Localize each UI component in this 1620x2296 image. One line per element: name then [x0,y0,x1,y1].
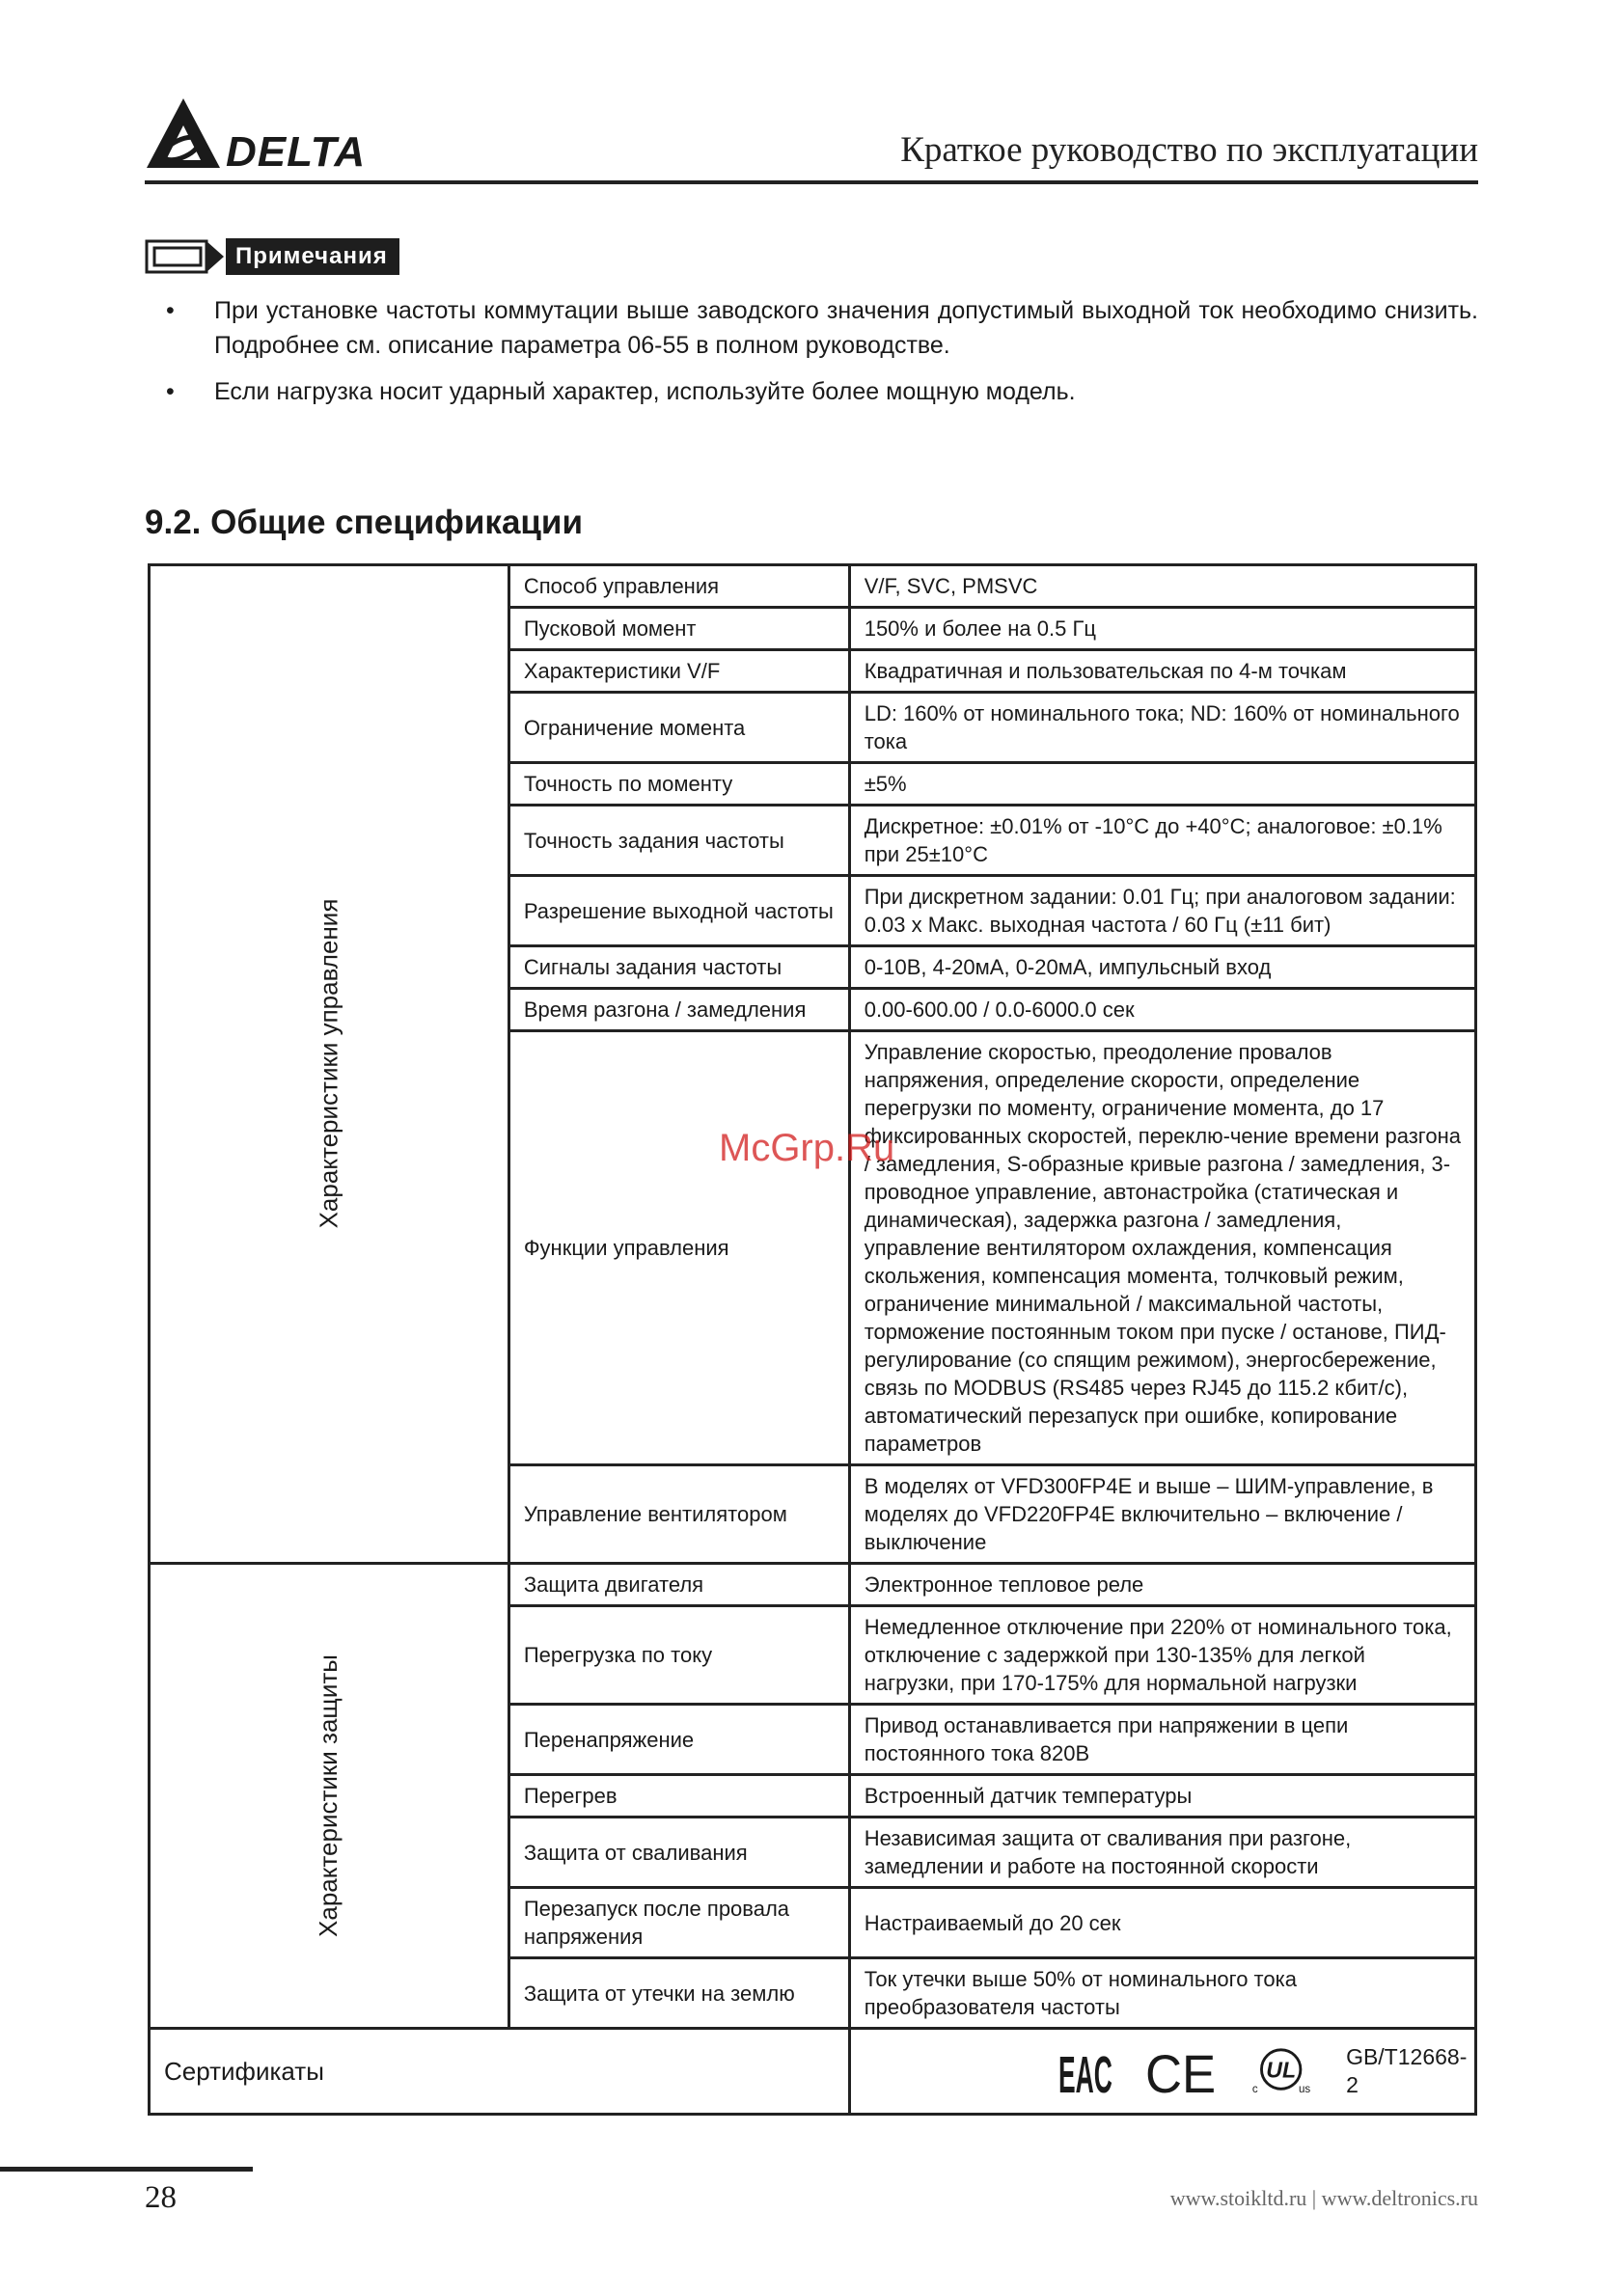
param-name: Перенапряжение [508,1705,849,1775]
spec-table [148,563,1477,2116]
table-row [150,565,1476,608]
param-value: Встроенный датчик температуры [849,1775,1475,1818]
svg-text:c: c [1251,2084,1258,2096]
ul-mark-icon [1249,2045,1313,2097]
list-item [166,293,1478,363]
document-title: Краткое руководство по эксплуатации [900,130,1478,170]
group-control [150,565,509,1564]
param-value: V/F, SVC, PMSVC [849,565,1475,608]
param-name: Характеристики V/F [508,650,849,693]
table-row [150,2029,1476,2115]
table-row [150,1564,1476,1606]
param-name: Точность по моменту [508,763,849,806]
param-name: Время разгона / замедления [508,989,849,1031]
bullet: • [166,378,175,405]
certificate-logos [851,2030,1474,2113]
param-value: Ток утечки выше 50% от номинального тока преобразователя частоты [849,1958,1475,2029]
param-name: Защита от утечки на землю [508,1958,849,2029]
param-value: Электронное тепловое реле [849,1564,1475,1606]
notes-label: Примечания [226,238,399,275]
note-text: При установке частоты коммутации выше заводского значения допустимый выходной ток необходимо снизить. Подробнее см. описание параметра 06-55 в полном руководстве. [214,297,1478,359]
param-value: В моделях от VFD300FP4E и выше – ШИМ-управление, в моделях до VFD220FP4E включительно – включение / выключение [849,1465,1475,1564]
notes-list [166,293,1478,421]
group-protection [150,1564,509,2029]
param-value: Управление скоростью, преодоление провалов напряжения, определение скорости, определение перегрузки по моменту, ограничение момента, до 17 фиксированных скоростей, переклю-чение времени разгона / замедления, S-образные кривые разгона / замедления, 3-проводное управление, автонастройка (статическая и динамическая), задержка разгона / замедления, управление вентилятором охлаждения, компенсация скольжения, компенсация момента, толчковый режим, ограничение минимальной / максимальной частоты, торможение постоянным током при пуске / останове, ПИД-регулирование (со спящим режимом), энергосбережение, связь по MODBUS (RS485 через RJ45 до 115.2 кбит/с), автоматический перезапуск при ошибке, копирование параметров [849,1031,1475,1465]
page-number: 28 [145,2180,177,2215]
param-value: Настраиваемый до 20 сек [849,1888,1475,1958]
svg-text:EAC: EAC [1057,2046,1112,2097]
delta-logo [145,95,381,172]
param-value: 150% и более на 0.5 Гц [849,608,1475,650]
param-value: Немедленное отключение при 220% от номинального тока, отключение с задержкой при 130-135% для легкой нагрузки, при 170-175% для нормальной нагрузки [849,1606,1475,1705]
param-name: Перегрев [508,1775,849,1818]
param-value: 0.00-600.00 / 0.0-6000.0 сек [849,989,1475,1031]
logo-wordmark: DELTA [226,128,367,172]
param-name: Перезапуск после провала напряжения [508,1888,849,1958]
param-name: Точность задания частоты [508,806,849,876]
list-item [166,374,1478,409]
note-text: Если нагрузка носит ударный характер, используйте более мощную модель. [214,378,1076,405]
notes-badge [145,237,399,276]
param-value: LD: 160% от номинального тока; ND: 160% от номинального тока [849,693,1475,763]
section-title: 9.2. Общие спецификации [145,504,583,541]
pencil-icon [145,238,226,275]
param-name: Сигналы задания частоты [508,946,849,989]
param-value: Квадратичная и пользовательская по 4-м точкам [849,650,1475,693]
param-name: Защита от сваливания [508,1818,849,1888]
header-divider [145,180,1478,184]
param-name: Защита двигателя [508,1564,849,1606]
footer-links: www.stoikltd.ru | www.deltronics.ru [1169,2186,1478,2210]
svg-text:UL: UL [1265,2057,1296,2083]
footer-divider [0,2167,253,2172]
certificates-cell [849,2029,1475,2115]
param-name: Ограничение момента [508,693,849,763]
bullet: • [166,297,175,324]
param-value: Дискретное: ±0.01% от -10°C до +40°C; аналоговое: ±0.1% при 25±10°C [849,806,1475,876]
certificates-label: Сертификаты [150,2029,850,2115]
eac-mark-icon [1058,2045,1112,2097]
svg-text:CE: CE [1144,2045,1216,2097]
param-value: 0-10В, 4-20мА, 0-20мА, импульсный вход [849,946,1475,989]
group-label: Характеристики управления [314,898,343,1229]
watermark: McGrp.Ru [719,1127,895,1169]
group-label: Характеристики защиты [314,1654,343,1937]
param-name: Способ управления [508,565,849,608]
certificate-standard: GB/T12668-2 [1346,2044,1468,2097]
param-value: ±5% [849,763,1475,806]
param-value: Привод останавливается при напряжении в цепи постоянного тока 820В [849,1705,1475,1775]
param-name: Пусковой момент [508,608,849,650]
param-value: Независимая защита от сваливания при разгоне, замедлении и работе на постоянной скорости [849,1818,1475,1888]
param-name: Управление вентилятором [508,1465,849,1564]
param-name: Функции управления [508,1031,849,1465]
param-name: Разрешение выходной частоты [508,876,849,946]
svg-text:us: us [1298,2084,1310,2096]
param-name: Перегрузка по току [508,1606,849,1705]
ce-mark-icon [1145,2045,1216,2097]
param-value: При дискретном задании: 0.01 Гц; при аналоговом задании: 0.03 x Макс. выходная частота / 60 Гц (±11 бит) [849,876,1475,946]
